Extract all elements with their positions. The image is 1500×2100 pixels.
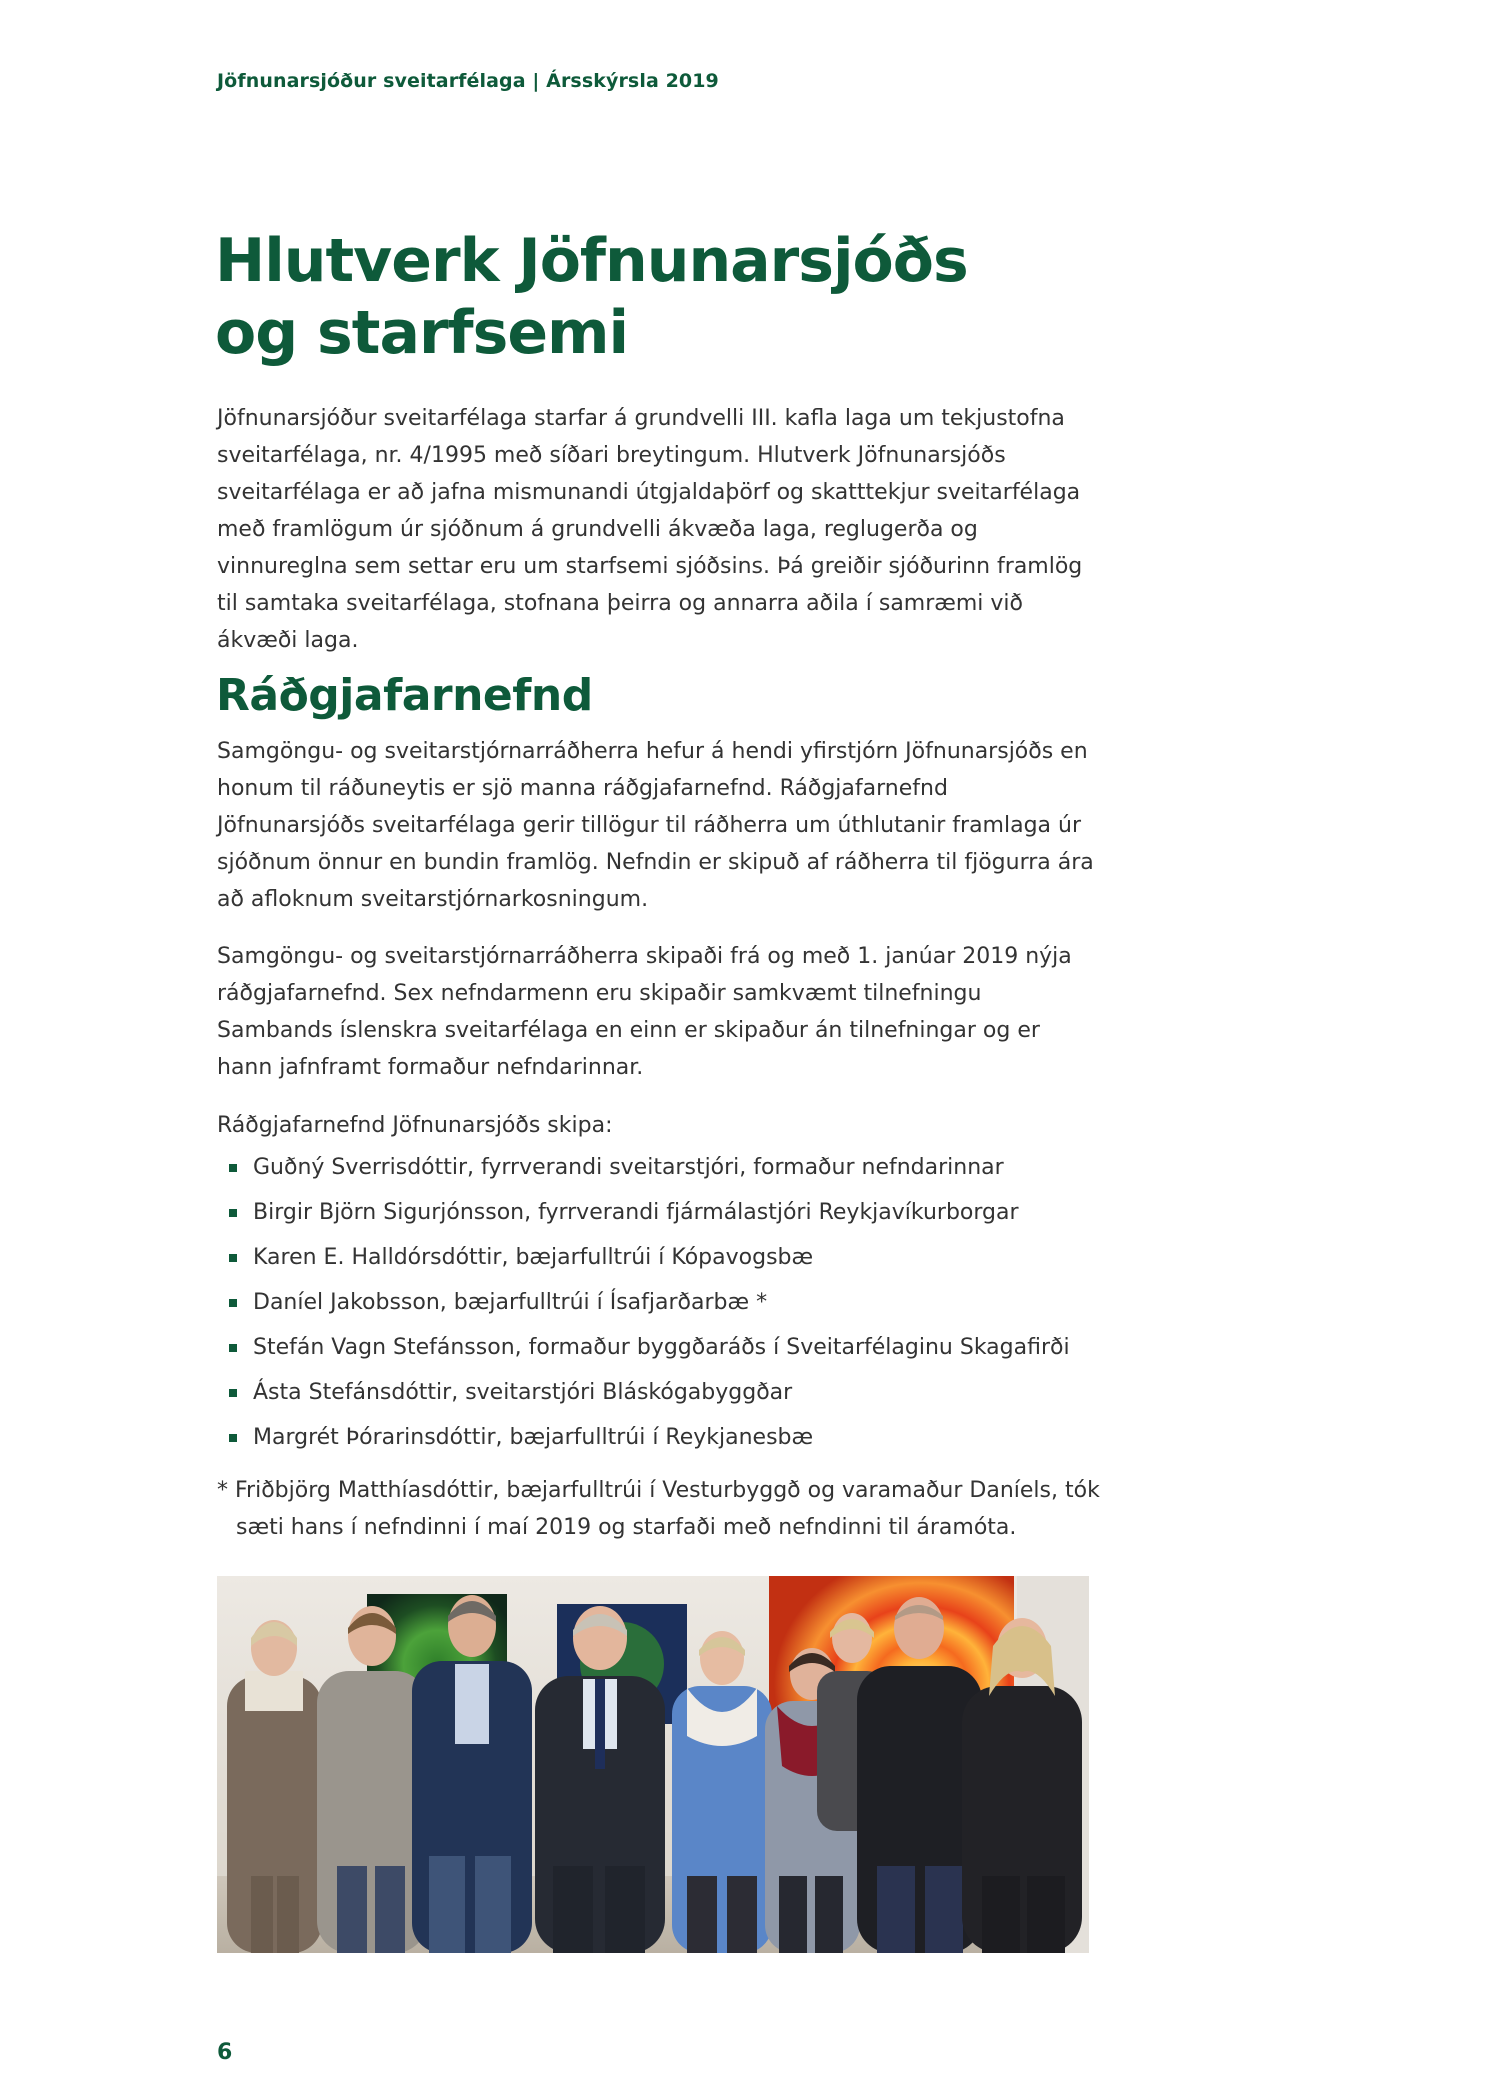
square-bullet-icon (229, 1299, 237, 1307)
list-item (217, 1194, 1117, 1239)
member-name: Ásta Stefánsdóttir, sveitarstjóri Bláskógabyggðar (253, 1380, 793, 1405)
members-intro: Ráðgjafarnefnd Jöfnunarsjóðs skipa: (217, 1113, 613, 1138)
page-number: 6 (217, 2040, 233, 2065)
committee-paragraph-2: Samgöngu- og sveitarstjórnarráðherra skipaði frá og með 1. janúar 2019 nýja ráðgjafarnefnd. Sex nefndarmenn eru skipaðir samkvæmt tilnefningu Sambands íslenskra sveitarfélaga en einn er skipaður án tilnefningar og er hann jafnframt formaður nefndarinnar. (217, 944, 1072, 1080)
footnote-line-1: * Friðbjörg Matthíasdóttir, bæjarfulltrúi í Vesturbyggð og varamaður Daníels, tók (217, 1478, 1100, 1503)
running-header: Jöfnunarsjóður sveitarfélaga | Ársskýrsla 2019 (217, 70, 719, 92)
member-name: Margrét Þórarinsdóttir, bæjarfulltrúi í Reykjanesbæ (253, 1425, 814, 1450)
member-name: Guðný Sverrisdóttir, fyrrverandi sveitarstjóri, formaður nefndarinnar (253, 1155, 1004, 1180)
square-bullet-icon (229, 1209, 237, 1217)
intro-paragraph: Jöfnunarsjóður sveitarfélaga starfar á grundvelli III. kafla laga um tekjustofna sveitarfélaga, nr. 4/1995 með síðari breytingum. Hlutverk Jöfnunarsjóðs sveitarfélaga er að jafna mismunandi útgjaldaþörf og skatttekjur sveitarfélaga með framlögum úr sjóðnum á grundvelli ákvæða laga, reglugerða og vinnureglna sem settar eru um starfsemi sjóðsins. Þá greiðir sjóðurinn framlög til samtaka sveitarfélaga, stofnana þeirra og annarra aðila í samræmi við ákvæði laga. (217, 406, 1083, 653)
list-item (217, 1239, 1117, 1284)
list-item (217, 1329, 1117, 1374)
square-bullet-icon (229, 1389, 237, 1397)
committee-paragraph-1: Samgöngu- og sveitarstjórnarráðherra hefur á hendi yfirstjórn Jöfnunarsjóðs en honum til ráðuneytis er sjö manna ráðgjafarnefnd. Ráðgjafarnefnd Jöfnunarsjóðs sveitarfélaga gerir tillögur til ráðherra um úthlutanir framlaga úr sjóðnum önnur en bundin framlög. Nefndin er skipuð af ráðherra til fjögurra ára að afloknum sveitarstjórnarkosningum. (217, 739, 1094, 912)
footnote (217, 1472, 1117, 1546)
footnote-line-2: sæti hans í nefndinni í maí 2019 og starfaði með nefndinni til áramóta. (236, 1515, 1017, 1540)
group-photo-illustration (217, 1576, 1089, 1953)
page-title-line-1: Hlutverk Jöfnunarsjóðs (215, 226, 968, 296)
member-name: Stefán Vagn Stefánsson, formaður byggðaráðs í Sveitarfélaginu Skagafirði (253, 1335, 1070, 1360)
page-title-line-2: og starfsemi (215, 298, 629, 368)
member-name: Daníel Jakobsson, bæjarfulltrúi í Ísafjarðarbæ * (253, 1290, 768, 1315)
square-bullet-icon (229, 1254, 237, 1262)
page-title (215, 225, 1215, 369)
square-bullet-icon (229, 1164, 237, 1172)
square-bullet-icon (229, 1344, 237, 1352)
group-photo (217, 1576, 1089, 1953)
square-bullet-icon (229, 1434, 237, 1442)
list-item (217, 1374, 1117, 1419)
members-list (217, 1149, 1117, 1464)
list-item (217, 1419, 1117, 1464)
list-item (217, 1149, 1117, 1194)
member-name: Karen E. Halldórsdóttir, bæjarfulltrúi í Kópavogsbæ (253, 1245, 814, 1270)
section-heading: Ráðgjafarnefnd (216, 670, 593, 721)
member-name: Birgir Björn Sigurjónsson, fyrrverandi fjármálastjóri Reykjavíkurborgar (253, 1200, 1019, 1225)
list-item (217, 1284, 1117, 1329)
